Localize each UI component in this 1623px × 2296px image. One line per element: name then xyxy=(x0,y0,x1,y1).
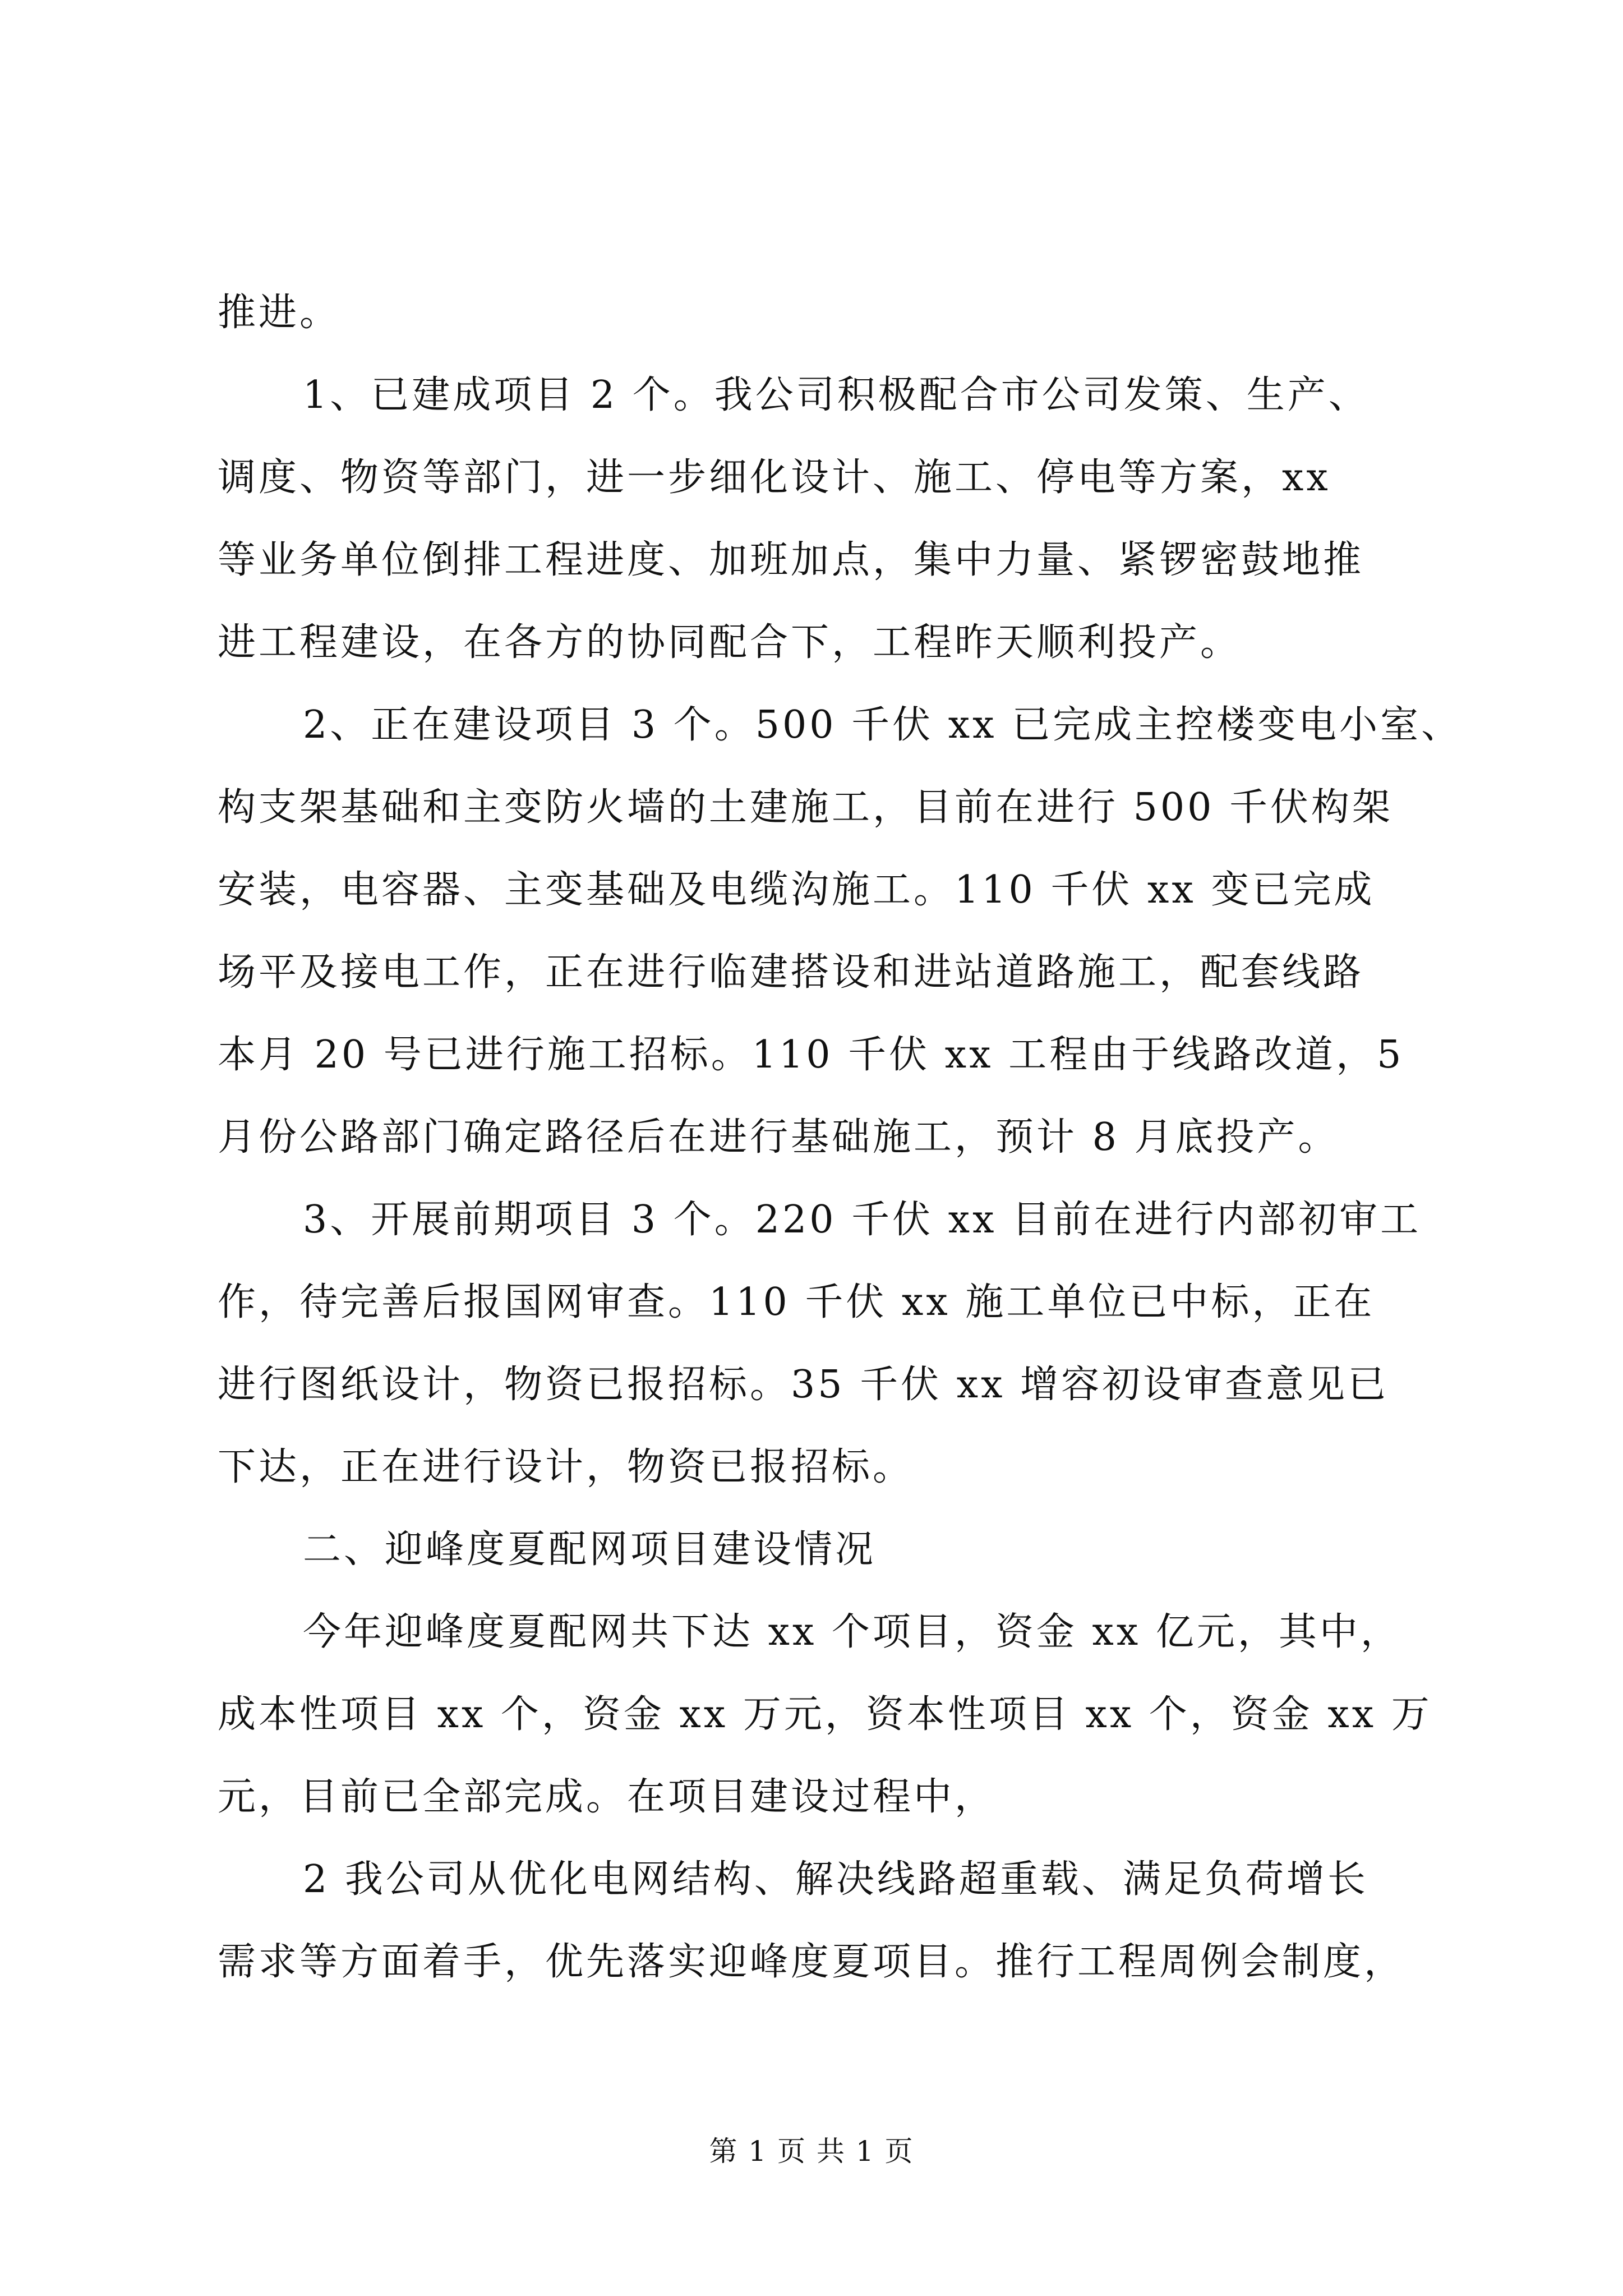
body-line-10: 本月 20 号已进行施工招标。110 千伏 xx 工程由于线路改道，5 xyxy=(218,1033,1404,1077)
body-line-11: 月份公路部门确定路径后在进行基础施工，预计 8 月底投产。 xyxy=(218,1115,1339,1159)
body-line-8: 安装，电容器、主变基础及电缆沟施工。110 千伏 xx 变已完成 xyxy=(218,868,1375,912)
body-line-2: 1、已建成项目 2 个。我公司积极配合市公司发策、生产、 xyxy=(303,373,1370,417)
body-line-20: 2 我公司从优化电网结构、解决线路超重载、满足负荷增长 xyxy=(303,1857,1368,1902)
body-line-17: 今年迎峰度夏配网共下达 xx 个项目，资金 xx 亿元，其中， xyxy=(303,1610,1401,1654)
body-line-1: 推进。 xyxy=(218,291,341,335)
page-footer: 第 1 页 共 1 页 xyxy=(709,2135,914,2168)
body-line-21: 需求等方面着手，优先落实迎峰度夏项目。推行工程周例会制度， xyxy=(218,1940,1405,1984)
body-line-7: 构支架基础和主变防火墙的土建施工，目前在进行 500 千伏构架 xyxy=(218,785,1394,830)
body-line-12: 3、开展前期项目 3 个。220 千伏 xx 目前在进行内部初审工 xyxy=(303,1198,1422,1242)
body-line-4: 等业务单位倒排工程进度、加班加点，集中力量、紧锣密鼓地推 xyxy=(218,538,1364,582)
body-line-5: 进工程建设，在各方的协同配合下，工程昨天顺利投产。 xyxy=(218,620,1242,665)
body-line-13: 作，待完善后报国网审查。110 千伏 xx 施工单位已中标，正在 xyxy=(218,1280,1375,1324)
body-line-18: 成本性项目 xx 个，资金 xx 万元，资本性项目 xx 个，资金 xx 万 xyxy=(218,1692,1432,1737)
body-line-19: 元，目前已全部完成。在项目建设过程中， xyxy=(218,1775,996,1819)
body-line-3: 调度、物资等部门，进一步细化设计、施工、停电等方案，xx xyxy=(218,455,1331,500)
section-heading: 二、迎峰度夏配网项目建设情况 xyxy=(303,1527,877,1572)
body-line-14: 进行图纸设计，物资已报招标。35 千伏 xx 增容初设审查意见已 xyxy=(218,1363,1389,1407)
body-line-15: 下达，正在进行设计，物资已报招标。 xyxy=(218,1445,914,1489)
body-line-9: 场平及接电工作，正在进行临建搭设和进站道路施工，配套线路 xyxy=(218,950,1364,995)
body-line-6: 2、正在建设项目 3 个。500 千伏 xx 已完成主控楼变电小室、 xyxy=(303,703,1463,747)
